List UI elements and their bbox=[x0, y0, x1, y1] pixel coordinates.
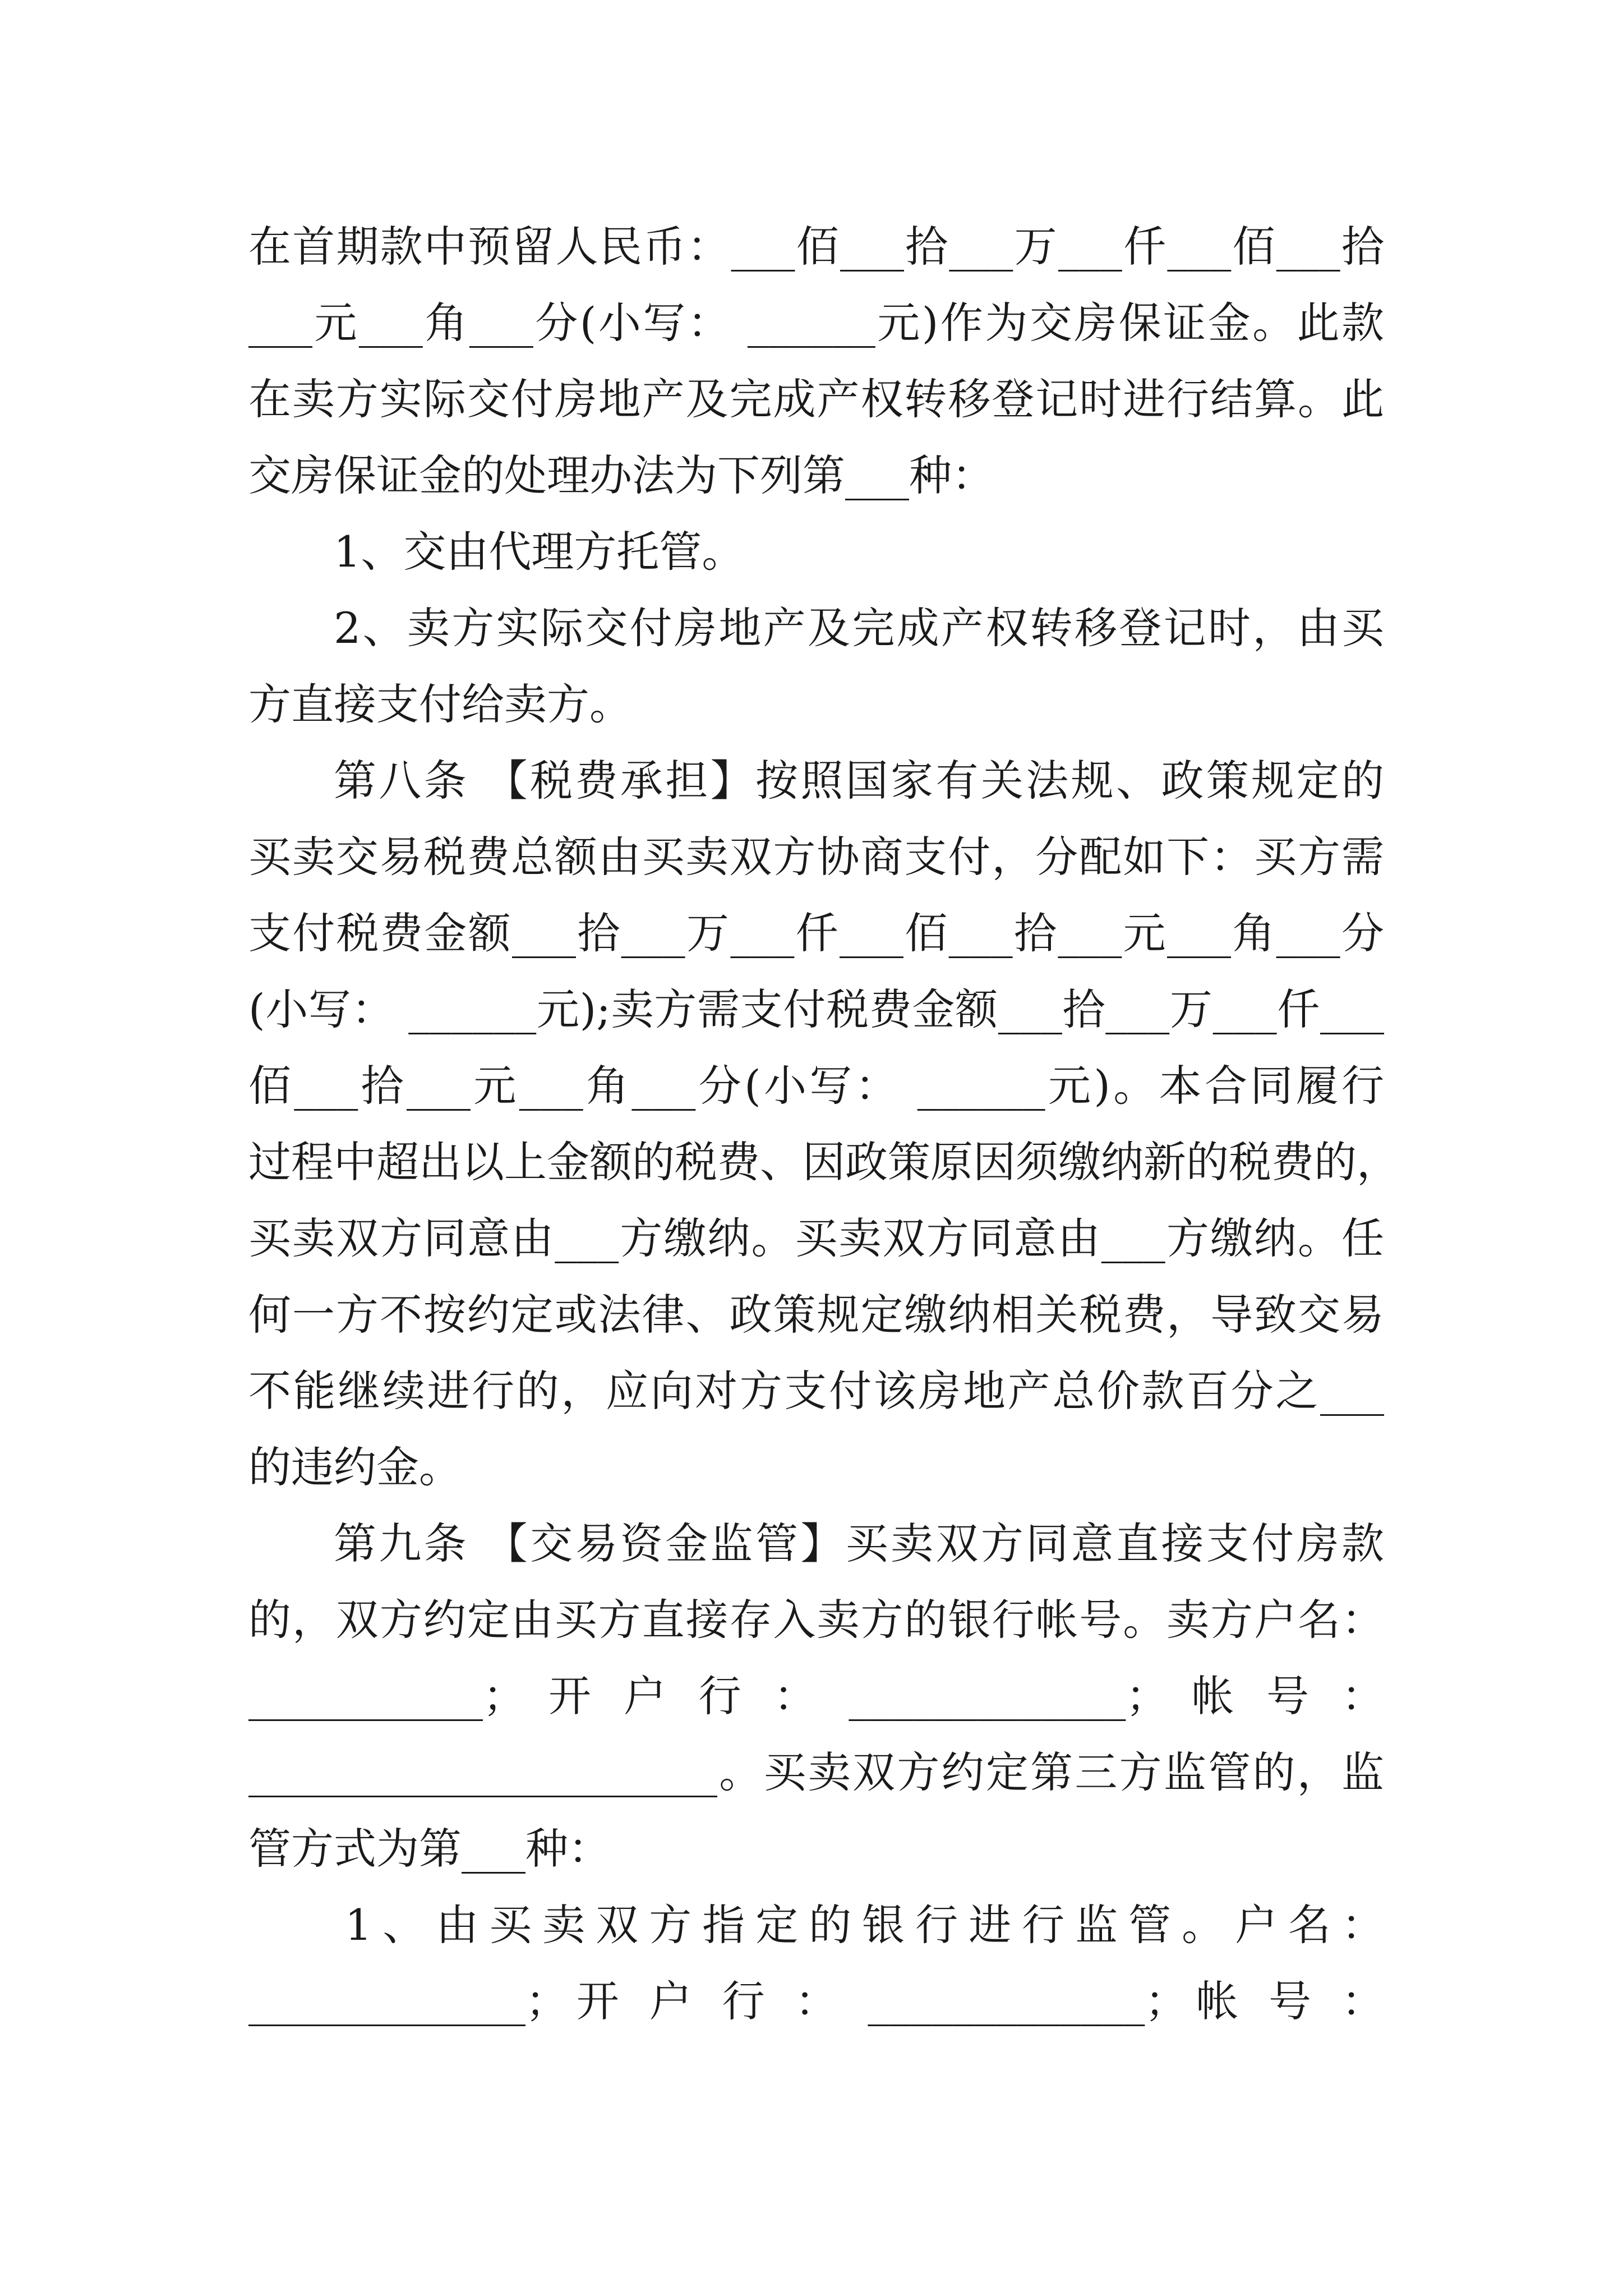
text-line: 管方式为第___种： bbox=[248, 1824, 611, 1874]
contract-body bbox=[248, 209, 1399, 2040]
list-item: 1、交由代理方托管。 bbox=[334, 527, 745, 577]
text-line: 何一方不按约定或法律、政策规定缴纳相关税费，导致交易 bbox=[248, 1290, 1384, 1340]
text-line: _____________；开 户 行 ： _____________；帐 号 ： bbox=[248, 1976, 1384, 2026]
text-line: 买卖双方同意由___方缴纳。买卖双方同意由___方缴纳。任 bbox=[248, 1213, 1384, 1263]
text-line: ______________________。买卖双方约定第三方监管的，监 bbox=[248, 1747, 1384, 1797]
text-line: 的违约金。 bbox=[248, 1442, 462, 1492]
text-line: 佰___拾___元___角___分(小写： ______元)。本合同履行 bbox=[248, 1061, 1384, 1111]
article-eight-heading-line: 第八条 【税费承担】按照国家有关法规、政策规定的 bbox=[334, 756, 1384, 806]
text-line: 的，双方约定由买方直接存入卖方的银行帐号。卖方户名： bbox=[248, 1595, 1384, 1645]
text-line: 买卖交易税费总额由买卖双方协商支付，分配如下：买方需 bbox=[248, 832, 1384, 882]
text-line: ___元___角___分(小写： ______元)作为交房保证金。此款 bbox=[248, 298, 1384, 348]
list-item: 1、由买卖双方指定的银行进行监管。户名： bbox=[345, 1900, 1384, 1950]
text-line: 方直接支付给卖方。 bbox=[248, 679, 632, 729]
text-line: ___________； 开 户 行 ： _____________； 帐 号 ： bbox=[248, 1671, 1384, 1721]
text-line: 交房保证金的处理办法为下列第___种： bbox=[248, 450, 994, 500]
text-line: 支付税费金额___拾___万___仟___佰___拾___元___角___分 bbox=[248, 908, 1384, 958]
article-nine-heading-line: 第九条 【交易资金监管】买卖双方同意直接支付房款 bbox=[334, 1519, 1384, 1568]
text-line: 在卖方实际交付房地产及完成产权转移登记时进行结算。此 bbox=[248, 374, 1384, 424]
text-line: (小写： ______元);卖方需支付税费金额___拾___万___仟___ bbox=[248, 984, 1384, 1034]
text-line: 不能继续进行的，应向对方支付该房地产总价款百分之___ bbox=[248, 1366, 1384, 1416]
text-line: 在首期款中预留人民币：___佰___拾___万___仟___佰___拾 bbox=[248, 222, 1384, 272]
text-line: 过程中超出以上金额的税费、因政策原因须缴纳新的税费的， bbox=[248, 1137, 1399, 1187]
list-item: 2、卖方实际交付房地产及完成产权转移登记时，由买 bbox=[334, 603, 1384, 653]
